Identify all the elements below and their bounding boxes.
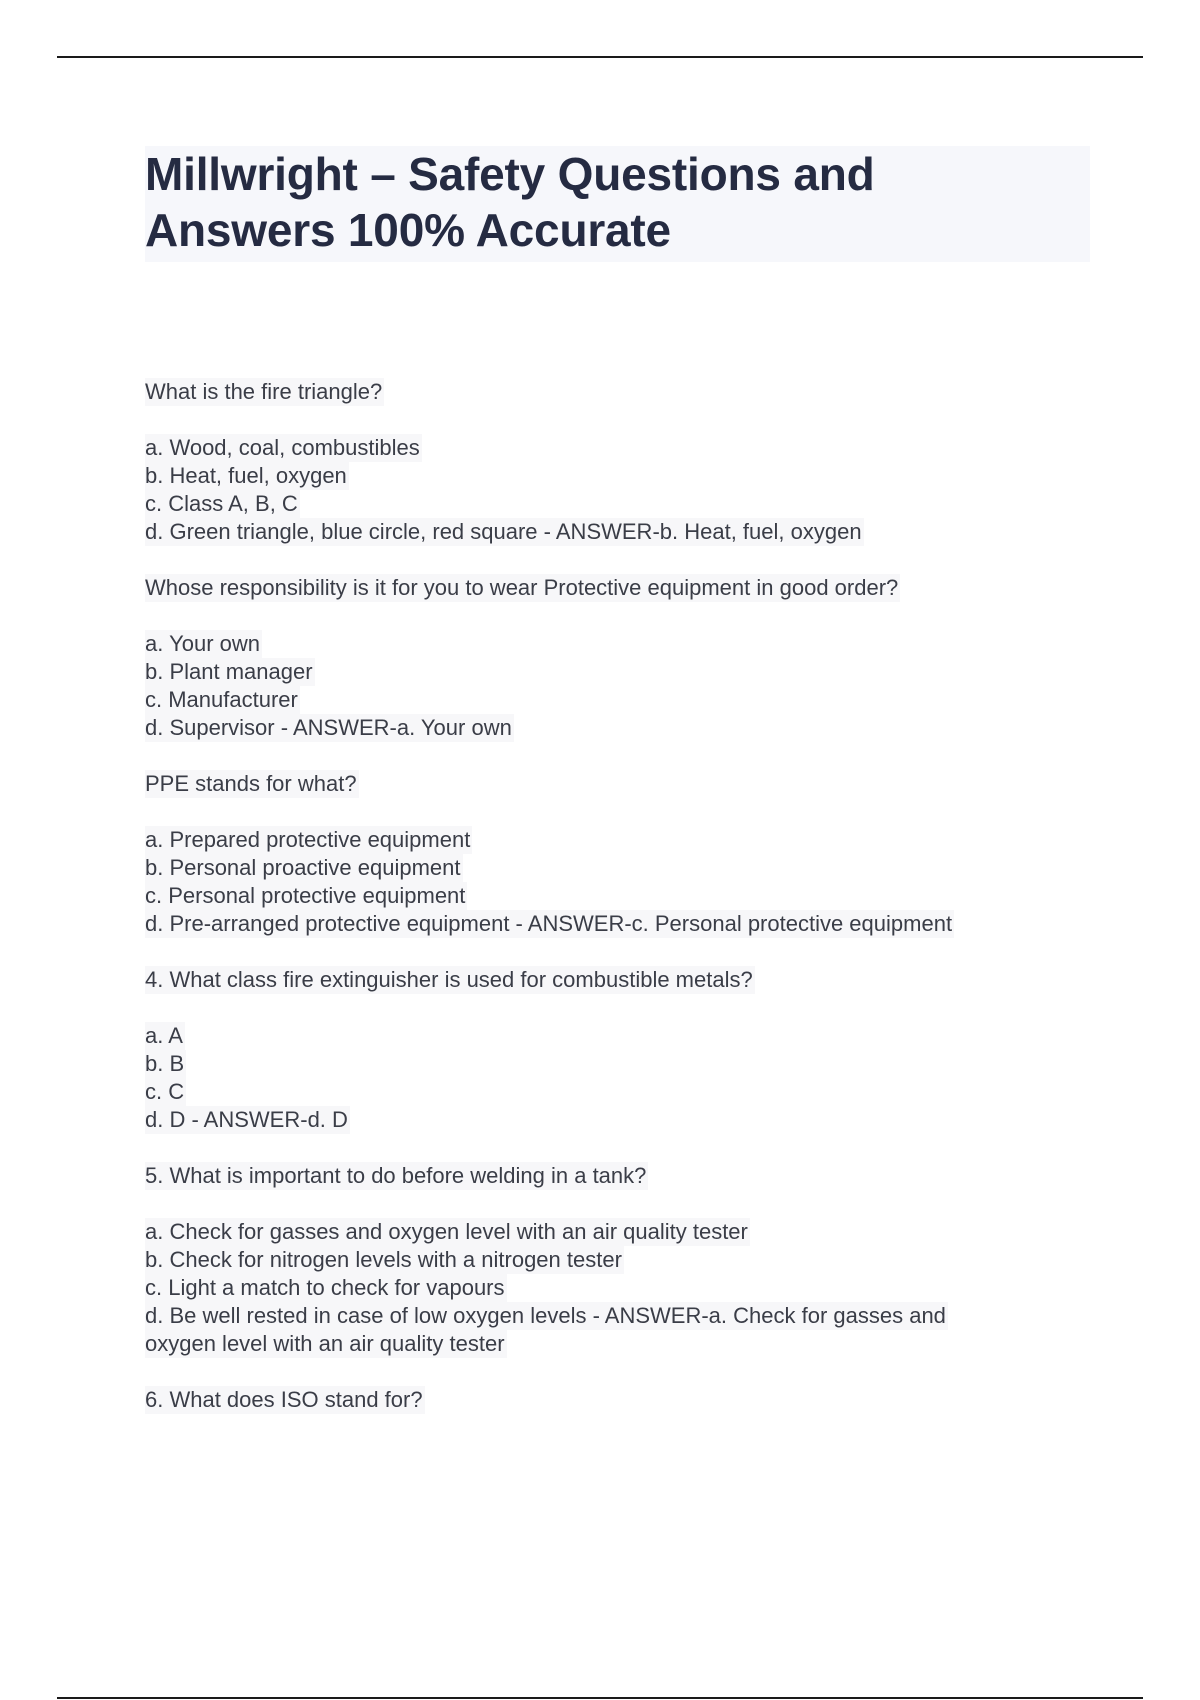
question-text: 5. What is important to do before welding in a tank? — [145, 1163, 647, 1188]
question-list — [145, 378, 1090, 1442]
option-item-continuation: oxygen level with an air quality tester — [145, 1331, 505, 1356]
header-rule — [57, 56, 1143, 58]
option-item: b. Check for nitrogen levels with a nitrogen tester — [145, 1247, 622, 1272]
title-line-2: Answers 100% Accurate — [145, 204, 671, 256]
option-item: a. Wood, coal, combustibles — [145, 435, 420, 460]
option-item: b. B — [145, 1051, 185, 1076]
question-block — [145, 378, 1090, 546]
option-item: c. C — [145, 1079, 185, 1104]
document-title — [145, 146, 1090, 262]
question-block — [145, 770, 1090, 938]
option-list — [145, 434, 1090, 546]
option-item: a. Prepared protective equipment — [145, 827, 471, 852]
question-block — [145, 966, 1090, 1134]
question-block — [145, 574, 1090, 742]
option-list — [145, 826, 1090, 938]
option-item: c. Manufacturer — [145, 687, 298, 712]
option-item: d. Pre-arranged protective equipment - ANSWER-c. Personal protective equipment — [145, 911, 953, 936]
option-item: d. Supervisor - ANSWER-a. Your own — [145, 715, 512, 740]
option-item: a. A — [145, 1023, 183, 1048]
option-item: c. Light a match to check for vapours — [145, 1275, 505, 1300]
question-text: 4. What class fire extinguisher is used for combustible metals? — [145, 967, 753, 992]
option-item: b. Personal proactive equipment — [145, 855, 461, 880]
option-item: a. Your own — [145, 631, 260, 656]
option-list — [145, 1022, 1090, 1134]
option-item: c. Personal protective equipment — [145, 883, 466, 908]
option-item: d. D - ANSWER-d. D — [145, 1107, 348, 1132]
question-text: What is the fire triangle? — [145, 379, 383, 404]
question-text: Whose responsibility is it for you to wear Protective equipment in good order? — [145, 575, 899, 600]
document-body — [145, 146, 1090, 1470]
question-block — [145, 1162, 1090, 1358]
option-item: a. Check for gasses and oxygen level with an air quality tester — [145, 1219, 748, 1244]
option-list — [145, 1218, 1090, 1358]
option-item: c. Class A, B, C — [145, 491, 298, 516]
title-line-1: Millwright – Safety Questions and — [145, 148, 875, 200]
option-item: d. Be well rested in case of low oxygen levels - ANSWER-a. Check for gasses and — [145, 1303, 946, 1328]
option-list — [145, 630, 1090, 742]
option-item: b. Plant manager — [145, 659, 313, 684]
question-text: 6. What does ISO stand for? — [145, 1387, 423, 1412]
question-block — [145, 1386, 1090, 1442]
option-item: b. Heat, fuel, oxygen — [145, 463, 347, 488]
option-item: d. Green triangle, blue circle, red square - ANSWER-b. Heat, fuel, oxygen — [145, 519, 862, 544]
footer-rule — [57, 1697, 1143, 1699]
question-text: PPE stands for what? — [145, 771, 357, 796]
